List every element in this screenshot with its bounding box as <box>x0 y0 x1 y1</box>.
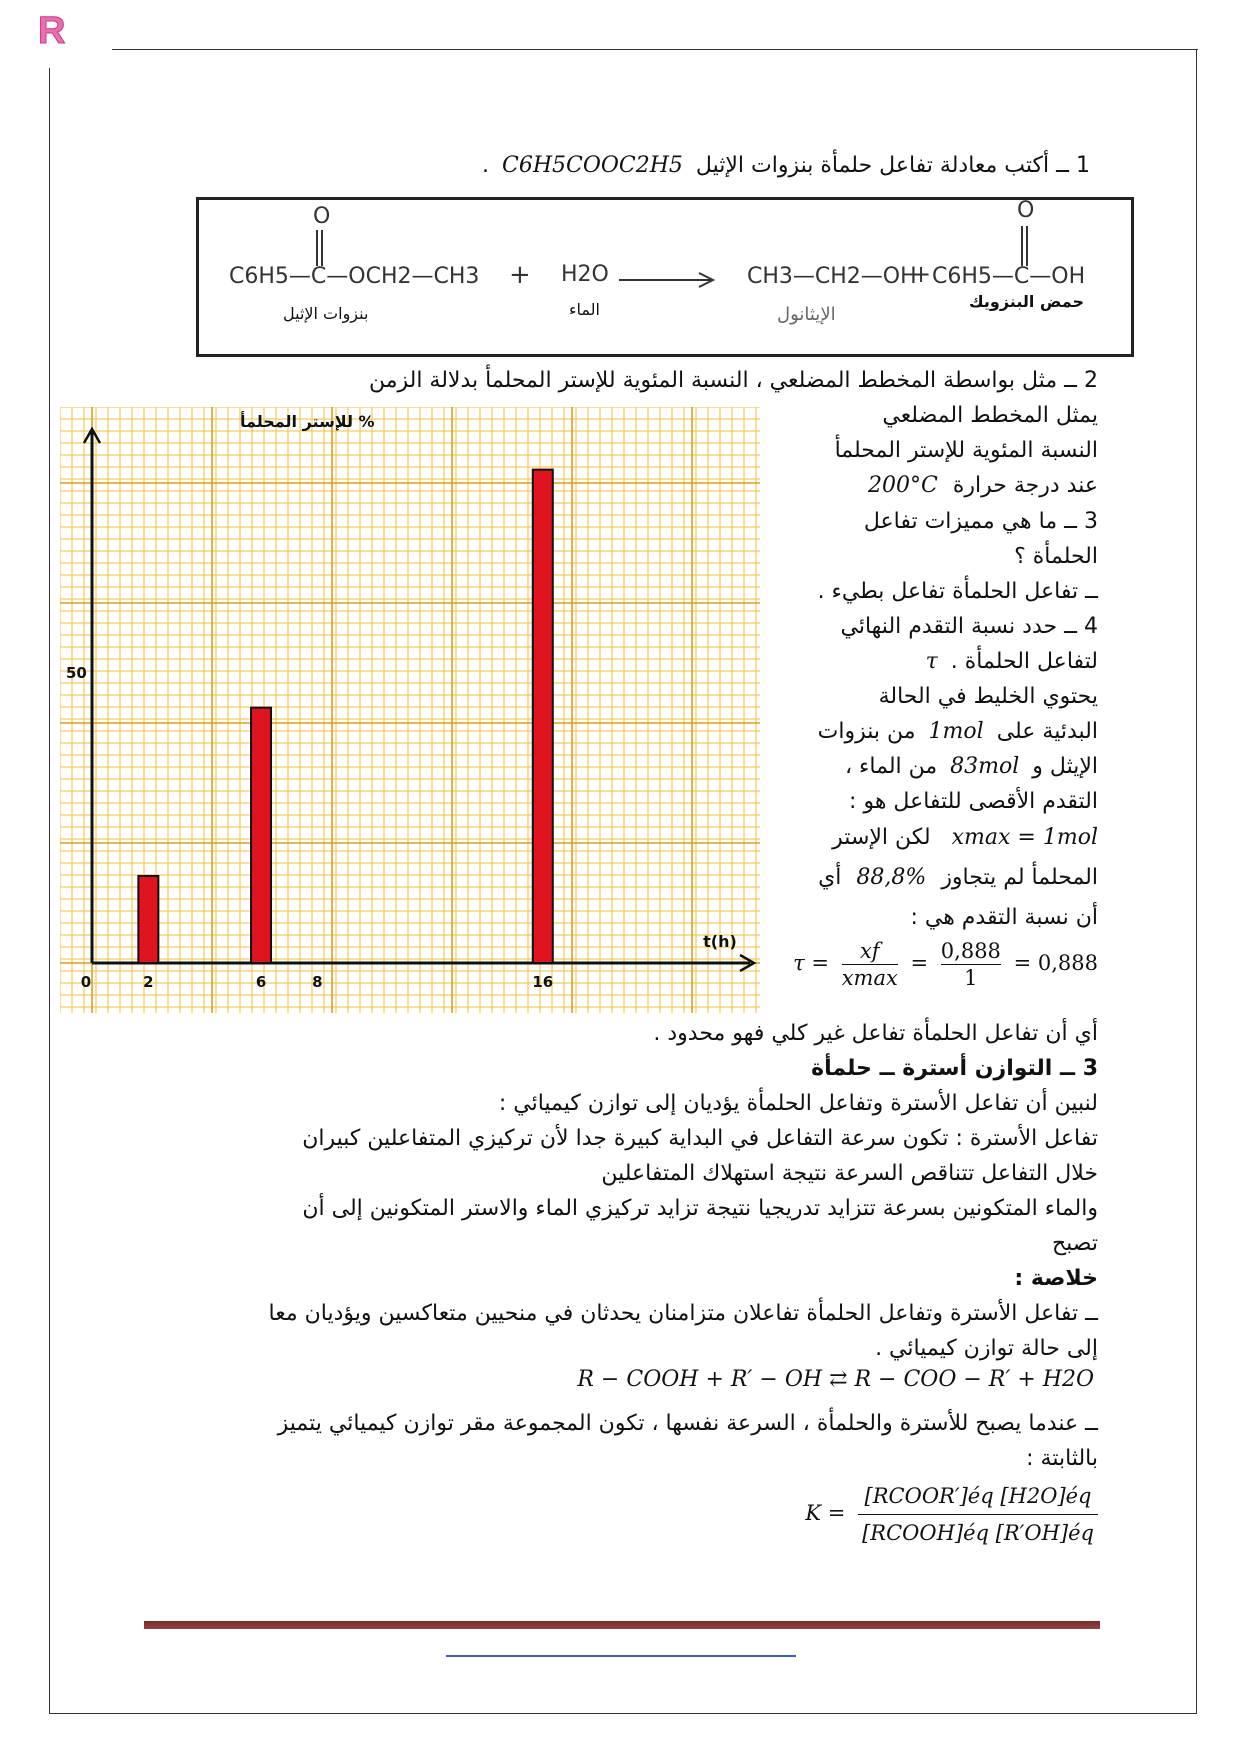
question-1-end: . <box>481 153 489 178</box>
k-fraction <box>858 1478 1098 1551</box>
summary-line3: ــ عندما يصبح للأسترة والحلمأة ، السرعة نفسها ، تكون المجموعة مقر توازن كيميائي يتميز <box>277 1411 1098 1436</box>
k-denominator: [RCOOH]éq [R′OH]éq <box>862 1521 1094 1545</box>
q3-line2: الحلمأة ؟ <box>1014 544 1098 569</box>
reaction-arrow <box>619 270 719 290</box>
water-formula: H2O <box>561 262 609 287</box>
reaction-equation-box <box>196 197 1134 357</box>
plus-sign-1: + <box>509 260 531 290</box>
q4-line4 <box>818 714 1098 749</box>
tau-numerator-2: 0,888 <box>940 939 1001 963</box>
section-3-p5: تصبح <box>1051 1231 1098 1256</box>
tau-denominator-1: xmax <box>841 966 898 990</box>
k-numerator: [RCOOR′]éq [H2O]éq <box>858 1478 1098 1515</box>
x-tick-label: 16 <box>532 973 554 991</box>
q4-line8a: المحلمأ لم يتجاوز <box>941 865 1098 890</box>
y-tick-label: 50 <box>66 663 87 682</box>
q4-line2-text: لتفاعل الحلمأة . <box>950 649 1098 674</box>
bottom-border <box>49 1713 1197 1714</box>
ethanol-formula: CH3—CH2—OH <box>747 264 917 289</box>
q4-line4b: من بنزوات <box>817 719 916 744</box>
y-axis-label: % للإستر المحلمأ <box>240 412 375 431</box>
x-tick-label: 6 <box>255 973 267 991</box>
q4-line8b: أي <box>818 865 842 890</box>
chart-background <box>60 407 760 1013</box>
section-3-p3: خلال التفاعل تتناقص السرعة نتيجة استهلاك المتفاعلين <box>601 1161 1098 1186</box>
max-percent: 88,8% <box>856 865 927 890</box>
top-rule <box>112 49 1198 50</box>
ester-amount: 1mol <box>928 719 984 744</box>
tau-fraction-1 <box>842 938 898 991</box>
tau-result: = 0,888 <box>1013 951 1098 975</box>
k-lhs: K = <box>805 1501 846 1525</box>
section-3-title: 3 ــ التوازن أسترة ــ حلمأة <box>811 1056 1098 1081</box>
footer-link[interactable] <box>446 1655 796 1657</box>
bar-t6 <box>251 708 271 963</box>
xmax-value: xmax = 1mol <box>951 825 1098 850</box>
ester-formula: C6H5COOC2H5 <box>501 153 683 178</box>
right-border <box>1196 49 1197 1713</box>
summary-line1: ــ تفاعل الأسترة وتفاعل الحلمأة تفاعلان متزامنان يحدثان في منحيين متعاكسين ويؤديان معا <box>268 1301 1098 1326</box>
tau-symbol: τ <box>925 649 938 674</box>
q4-line8 <box>818 860 1098 895</box>
question-1-text: 1 ــ أكتب معادلة تفاعل حلمأة بنزوات الإثيل <box>695 153 1090 178</box>
water-label: الماء <box>569 300 600 319</box>
section-3-p1: لنبين أن تفاعل الأسترة وتفاعل الحلمأة يؤديان إلى توازن كيميائي : <box>498 1091 1098 1116</box>
q4-conclusion: أي أن تفاعل الحلمأة تفاعل غير كلي فهو محدود . <box>653 1021 1098 1046</box>
q4-line7b: لكن الإستر <box>832 825 931 850</box>
summary-title: خلاصة : <box>1014 1266 1098 1291</box>
tau-numerator-1: xf <box>842 938 898 965</box>
question-2-line1: 2 ــ مثل بواسطة المخطط المضلعي ، النسبة المئوية للإستر المحلمأ بدلالة الزمن <box>368 368 1098 393</box>
x-axis-label: t(h) <box>703 932 737 951</box>
tau-mid-equals: = <box>910 951 929 975</box>
q3-answer: ــ تفاعل الحلمأة تفاعل بطيء . <box>817 579 1098 604</box>
x-tick-label: 2 <box>143 973 154 991</box>
q2-line3: النسبة المئوية للإستر المحلمأ <box>834 438 1098 463</box>
q2-line4 <box>868 468 1098 503</box>
plus-sign-2: + <box>911 260 932 288</box>
ester-o: O <box>313 204 331 229</box>
section-3-p4: والماء المتكونين بسرعة تتزايد تدريجيا نتيجة تزايد تركيزي الماء والاستر المتكونين إلى أن <box>302 1196 1098 1221</box>
q4-line4a: البدئية على <box>996 719 1098 744</box>
q4-line6: التقدم الأقصى للتفاعل هو : <box>849 789 1098 814</box>
q4-line5a: الإيثل و <box>1032 754 1098 779</box>
acid-label: حمض البنزويك <box>969 292 1085 311</box>
q4-line2 <box>926 644 1098 679</box>
acid-formula: C6H5—C—OH <box>932 264 1086 289</box>
hydrolysis-bar-chart <box>60 407 760 1013</box>
bar-t2 <box>138 876 158 963</box>
tau-denominator-2: 1 <box>964 966 978 990</box>
x-tick-label: 8 <box>312 973 323 991</box>
q4-line5 <box>845 749 1098 784</box>
section-3-p2: تفاعل الأسترة : تكون سرعة التفاعل في البداية كبيرة جدا لأن تركيزي المتفاعلين كبيران <box>302 1126 1098 1151</box>
logo-r: R <box>38 10 66 52</box>
temperature-value: 200°C <box>868 473 938 498</box>
q4-line5b: من الماء ، <box>844 754 938 779</box>
left-border <box>49 68 50 1713</box>
summary-line4: بالثابتة : <box>1026 1446 1098 1471</box>
q3-line1: 3 ــ ما هي مميزات تفاعل <box>863 509 1098 534</box>
x-tick-label: 0 <box>80 973 92 991</box>
q4-line3: يحتوي الخليط في الحالة <box>878 684 1098 709</box>
tau-fraction-2 <box>941 938 1001 991</box>
ester-formula-drawn: C6H5—C—OCH2—CH3 <box>229 264 480 289</box>
question-1 <box>482 148 1090 183</box>
tau-lhs: τ = <box>793 951 829 975</box>
q4-line9: أن نسبة التقدم هي : <box>910 905 1098 930</box>
q2-line2: يمثل المخطط المضلعي <box>882 403 1098 428</box>
k-formula <box>805 1478 1098 1551</box>
equilibrium-equation: R − COOH + R′ − OH ⇄ R − COO − R′ + H2O <box>577 1367 1094 1392</box>
tau-formula <box>793 938 1098 991</box>
ethanol-label: الإيثانول <box>777 304 836 325</box>
q4-line1: 4 ــ حدد نسبة التقدم النهائي <box>840 614 1098 639</box>
summary-line2: إلى حالة توازن كيميائي . <box>875 1336 1098 1361</box>
bar-t16 <box>533 470 553 963</box>
footer-rule <box>144 1621 1100 1629</box>
water-amount: 83mol <box>950 754 1020 779</box>
ester-label: بنزوات الإثيل <box>283 304 369 323</box>
ester-double-bond <box>316 230 323 266</box>
acid-double-bond <box>1021 226 1028 266</box>
acid-o: O <box>1017 198 1035 223</box>
q4-line7 <box>832 820 1098 855</box>
q2-temp-text: عند درجة حرارة <box>952 473 1098 498</box>
